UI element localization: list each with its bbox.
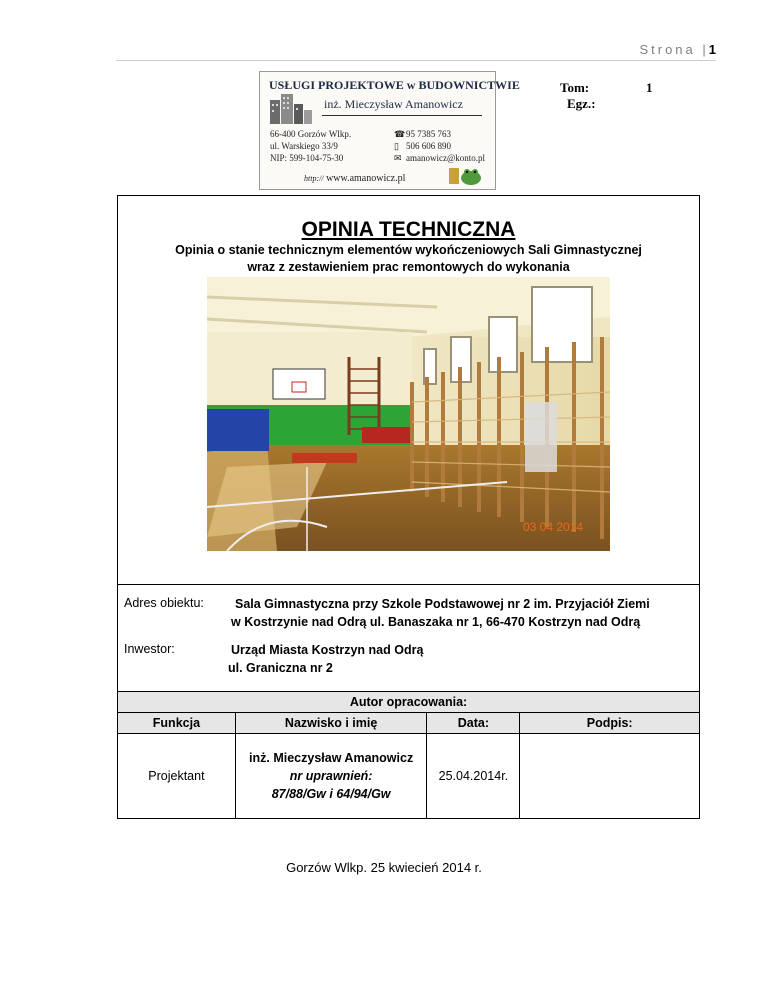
mail-icon: ✉ xyxy=(394,153,402,163)
place-and-date: Gorzów Wlkp. 25 kwiecień 2014 r. xyxy=(286,860,482,875)
authors-table xyxy=(117,691,700,819)
investor-line-2: ul. Graniczna nr 2 xyxy=(228,661,333,675)
column-header-date: Data: xyxy=(427,713,520,734)
frog-mascot-icon xyxy=(447,164,485,186)
web-prefix: http:// xyxy=(304,174,324,183)
volume-labels xyxy=(560,80,596,112)
company-logo-card xyxy=(259,71,520,190)
logo-contacts xyxy=(394,128,485,164)
page-label: Strona xyxy=(639,42,696,57)
investor-label: Inwestor: xyxy=(124,642,175,656)
investor-line-1: Urząd Miasta Kostrzyn nad Odrą xyxy=(231,643,424,657)
photo-date-stamp: 03 04 2014 xyxy=(523,520,584,534)
column-header-function: Funkcja xyxy=(118,713,236,734)
address-line-1: Sala Gimnastyczna przy Szkole Podstawowej nr 2 im. Przyjaciół Ziemi xyxy=(235,597,650,611)
website xyxy=(304,173,405,184)
author-function: Projektant xyxy=(118,734,236,819)
address-line: ul. Warskiego 33/9 xyxy=(270,141,338,151)
permission-numbers: 87/88/Gw i 64/94/Gw xyxy=(271,787,391,801)
address-line-2: w Kostrzynie nad Odrą ul. Banaszaka nr 1, 66-470 Kostrzyn nad Odrą xyxy=(231,615,641,629)
tom-value: 1 xyxy=(646,80,653,95)
logo-owner: inż. Mieczysław Amanowicz xyxy=(324,97,463,111)
logo-address xyxy=(270,128,351,164)
table-row xyxy=(118,734,700,819)
tom-label: Tom: xyxy=(560,80,590,95)
author-name: inż. Mieczysław Amanowicz xyxy=(249,751,414,765)
phone-number: 95 7385 763 xyxy=(406,129,451,139)
page-number-header: Strona |1 xyxy=(639,42,716,57)
object-info xyxy=(117,585,700,692)
email-address: amanowicz@konto.pl xyxy=(406,153,486,163)
egz-label: Egz.: xyxy=(567,96,596,111)
column-header-signature: Podpis: xyxy=(520,713,700,734)
document-title: OPINIA TECHNICZNA xyxy=(301,218,516,241)
subtitle-line: wraz z zestawieniem prac remontowych do wykonania xyxy=(247,260,570,274)
author-signature xyxy=(520,734,700,819)
header-divider xyxy=(116,60,716,61)
web-address: www.amanowicz.pl xyxy=(326,173,406,184)
mobile-number: 506 606 890 xyxy=(406,141,451,151)
subtitle-line: Opinia o stanie technicznym elementów wykończeniowych Sali Gimnastycznej xyxy=(175,243,642,257)
logo-divider xyxy=(322,115,482,116)
address-label: Adres obiektu: xyxy=(124,596,204,610)
author-name-cell xyxy=(235,734,427,819)
page-number: 1 xyxy=(708,42,716,57)
document-subtitle xyxy=(117,242,700,276)
permission-label: nr uprawnień: xyxy=(289,769,373,783)
author-date: 25.04.2014r. xyxy=(427,734,520,819)
buildings-icon xyxy=(268,92,314,124)
gym-hall-photo xyxy=(207,277,610,551)
phone-icon: ☎ xyxy=(394,129,406,139)
address-line: 66-400 Gorzów Wlkp. xyxy=(270,129,352,139)
authors-heading: Autor opracowania: xyxy=(118,692,700,713)
column-header-name: Nazwisko i imię xyxy=(235,713,427,734)
address-line: NIP: 599-104-75-30 xyxy=(270,153,344,163)
logo-title: USŁUGI PROJEKTOWE w BUDOWNICTWIE xyxy=(269,78,520,92)
mobile-phone-icon: ▯ xyxy=(394,141,399,151)
